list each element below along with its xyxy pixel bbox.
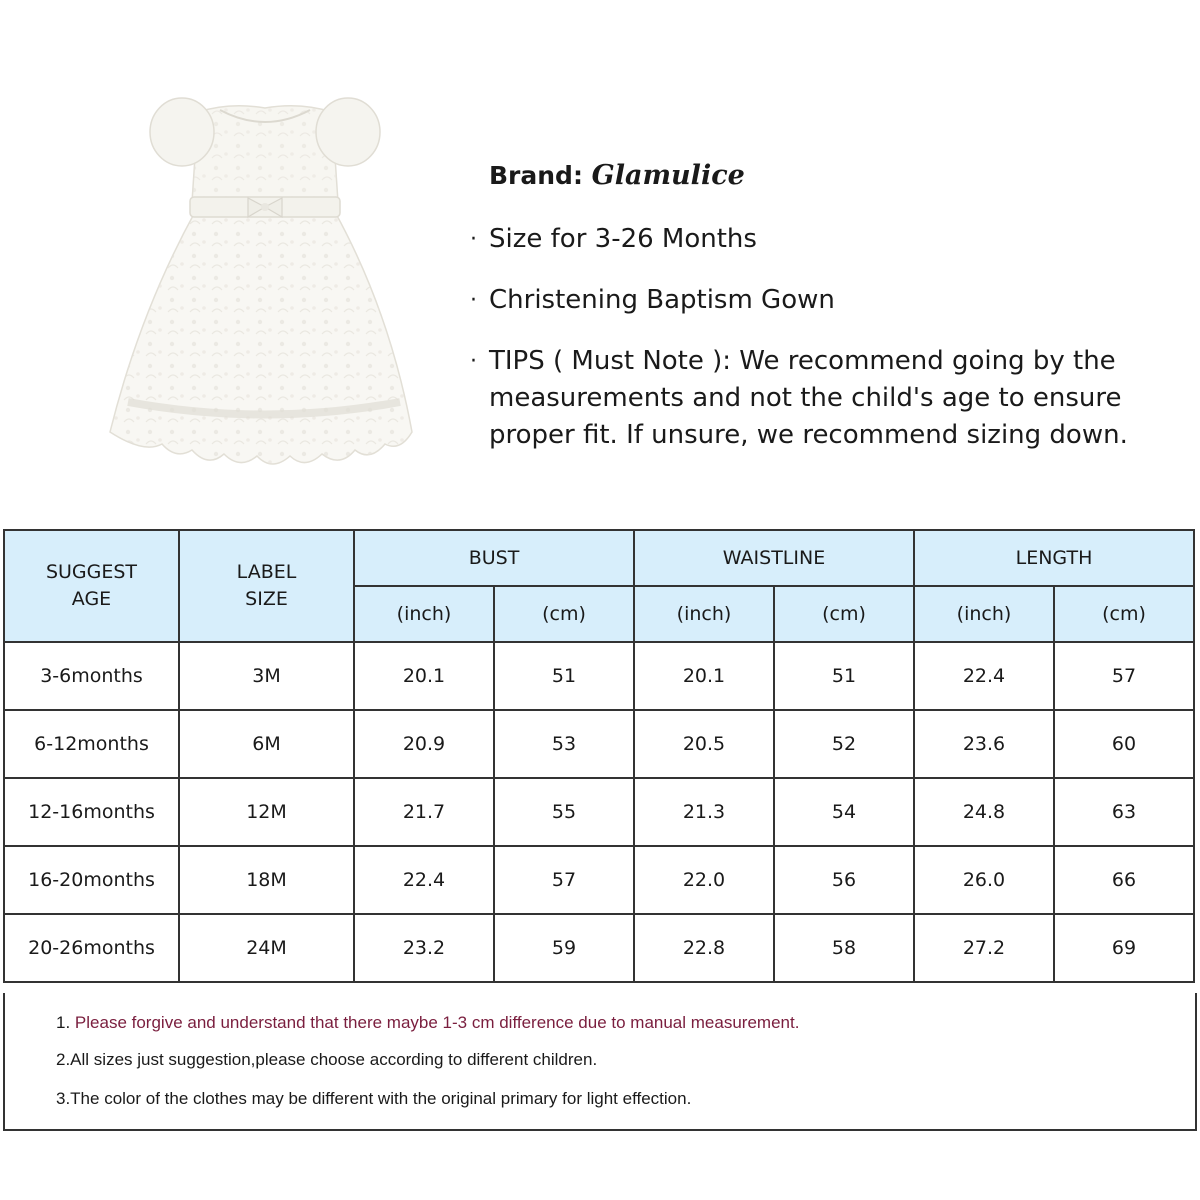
table-cell: 12-16months bbox=[4, 778, 179, 846]
table-cell: 20.1 bbox=[354, 642, 494, 710]
table-cell: 18M bbox=[179, 846, 354, 914]
table-cell: 58 bbox=[774, 914, 914, 982]
bullet-dot-icon: · bbox=[470, 288, 477, 313]
size-chart-table bbox=[3, 529, 1195, 983]
table-cell: 3M bbox=[179, 642, 354, 710]
bullet-dot-icon: · bbox=[470, 227, 477, 252]
table-cell: 21.7 bbox=[354, 778, 494, 846]
table-cell: 24M bbox=[179, 914, 354, 982]
table-cell: 51 bbox=[774, 642, 914, 710]
table-cell: 22.4 bbox=[354, 846, 494, 914]
table-cell: 3-6months bbox=[4, 642, 179, 710]
table-cell: 53 bbox=[494, 710, 634, 778]
unit-header: (cm) bbox=[494, 586, 634, 642]
table-cell: 24.8 bbox=[914, 778, 1054, 846]
unit-header: (cm) bbox=[774, 586, 914, 642]
table-cell: 52 bbox=[774, 710, 914, 778]
table-cell: 20.5 bbox=[634, 710, 774, 778]
table-cell: 66 bbox=[1054, 846, 1194, 914]
header-label-size bbox=[179, 530, 354, 642]
unit-header: (inch) bbox=[634, 586, 774, 642]
brand-line bbox=[489, 160, 1170, 191]
note-text: Please forgive and understand that there maybe 1-3 cm difference due to manual measurement. bbox=[74, 1013, 800, 1032]
table-row bbox=[4, 846, 1194, 914]
unit-header: (inch) bbox=[354, 586, 494, 642]
table-cell: 23.6 bbox=[914, 710, 1054, 778]
table-cell: 57 bbox=[494, 846, 634, 914]
header-text: SIZE bbox=[245, 588, 288, 610]
header-suggest-age bbox=[4, 530, 179, 642]
note-2: 2.All sizes just suggestion,please choose according to different children. bbox=[56, 1050, 598, 1069]
table-cell: 26.0 bbox=[914, 846, 1054, 914]
table-header-row bbox=[4, 530, 1194, 586]
table-row bbox=[4, 642, 1194, 710]
table-cell: 22.8 bbox=[634, 914, 774, 982]
table-cell: 56 bbox=[774, 846, 914, 914]
notes-box bbox=[3, 993, 1197, 1131]
table-cell: 59 bbox=[494, 914, 634, 982]
bullet-item bbox=[470, 343, 1170, 454]
header-text: SUGGEST bbox=[45, 561, 138, 583]
bullet-item bbox=[470, 282, 1170, 319]
unit-header: (inch) bbox=[914, 586, 1054, 642]
table-cell: 20.1 bbox=[634, 642, 774, 710]
brand-label: Brand: bbox=[489, 161, 583, 190]
table-cell: 23.2 bbox=[354, 914, 494, 982]
header-text: LABEL bbox=[236, 561, 297, 583]
note-3: 3.The color of the clothes may be different with the original primary for light effection. bbox=[56, 1089, 692, 1108]
table-row bbox=[4, 710, 1194, 778]
table-cell: 22.4 bbox=[914, 642, 1054, 710]
table-cell: 69 bbox=[1054, 914, 1194, 982]
table-cell: 51 bbox=[494, 642, 634, 710]
gown-illustration bbox=[100, 52, 430, 482]
note-1 bbox=[56, 1013, 799, 1033]
bullet-text: Christening Baptism Gown bbox=[489, 285, 835, 315]
table-cell: 60 bbox=[1054, 710, 1194, 778]
table-cell: 16-20months bbox=[4, 846, 179, 914]
header-length: LENGTH bbox=[914, 530, 1194, 586]
dress-image bbox=[100, 52, 430, 482]
header-waistline: WAISTLINE bbox=[634, 530, 914, 586]
table-row bbox=[4, 914, 1194, 982]
note-number: 1. bbox=[56, 1013, 71, 1032]
table-cell: 12M bbox=[179, 778, 354, 846]
table-cell: 21.3 bbox=[634, 778, 774, 846]
brand-name: Glamulice bbox=[591, 160, 745, 191]
table-cell: 55 bbox=[494, 778, 634, 846]
product-info bbox=[470, 160, 1170, 478]
bullet-item bbox=[470, 221, 1170, 258]
table-cell: 20.9 bbox=[354, 710, 494, 778]
table-cell: 22.0 bbox=[634, 846, 774, 914]
table-cell: 6-12months bbox=[4, 710, 179, 778]
header-text: AGE bbox=[71, 588, 112, 610]
table-row bbox=[4, 778, 1194, 846]
table-cell: 54 bbox=[774, 778, 914, 846]
table-cell: 20-26months bbox=[4, 914, 179, 982]
table-cell: 63 bbox=[1054, 778, 1194, 846]
unit-header: (cm) bbox=[1054, 586, 1194, 642]
table-cell: 57 bbox=[1054, 642, 1194, 710]
tips-text: TIPS ( Must Note ): We recommend going by the measurements and not the child's age to ensure proper fit. If unsure, we recommend sizing down. bbox=[489, 346, 1128, 450]
table-cell: 27.2 bbox=[914, 914, 1054, 982]
bullet-text: Size for 3-26 Months bbox=[489, 224, 757, 254]
table-cell: 6M bbox=[179, 710, 354, 778]
header-bust: BUST bbox=[354, 530, 634, 586]
bullet-dot-icon: · bbox=[470, 349, 477, 374]
